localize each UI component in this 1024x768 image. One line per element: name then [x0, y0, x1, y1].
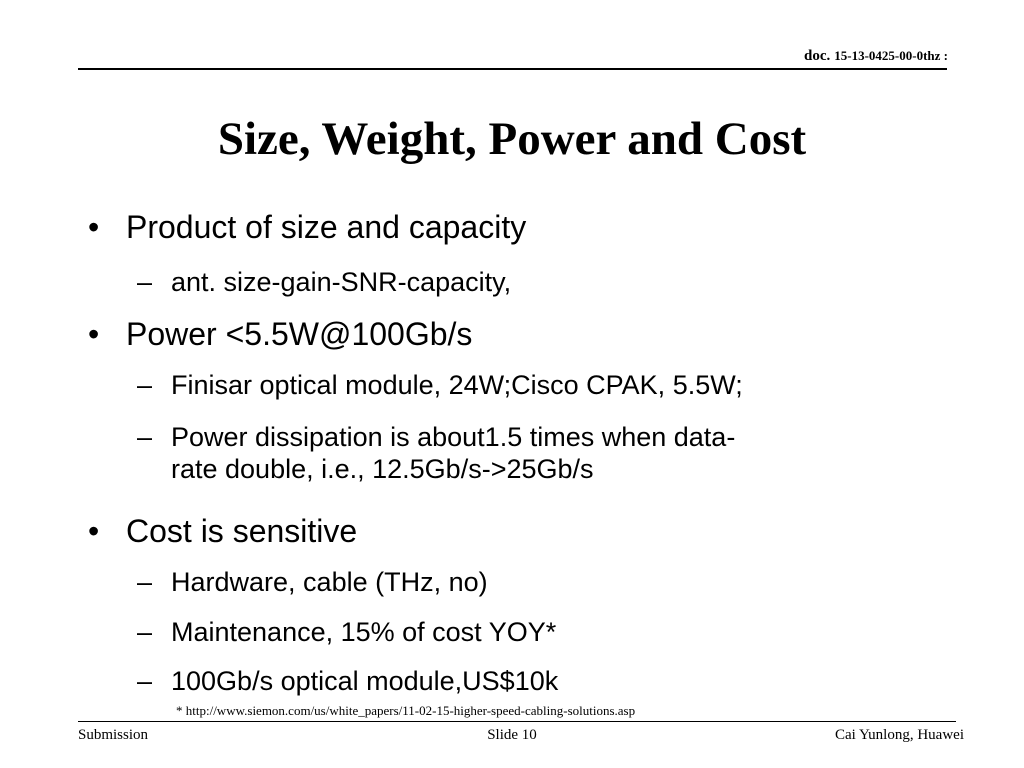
sub-bullet-line: Maintenance, 15% of cost YOY*	[171, 617, 557, 647]
bullet-text: Product of size and capacity	[126, 209, 527, 245]
sub-bullet-line: ant. size-gain-SNR-capacity,	[171, 267, 512, 297]
sub-bullet-marker: –	[137, 422, 153, 452]
sub-bullet-marker: –	[137, 617, 153, 647]
footer-divider	[78, 721, 956, 722]
document-id-number: 15-13-0425-00-0thz :	[834, 48, 948, 63]
sub-bullet-text	[171, 566, 488, 598]
footer-submission: Submission	[78, 727, 149, 743]
sub-bullet-text	[171, 616, 556, 648]
bullet-text: Power <5.5W@100Gb/s	[126, 316, 473, 352]
header-divider	[78, 68, 947, 70]
bullet-marker: •	[88, 513, 100, 549]
bullet-marker: •	[88, 209, 100, 245]
bullet-marker: •	[88, 316, 100, 352]
sub-bullet-line: rate double, i.e., 12.5Gb/s->25Gb/s	[171, 454, 594, 484]
sub-bullet-marker: –	[137, 666, 153, 696]
sub-bullet-text	[171, 421, 735, 485]
sub-bullet-marker: –	[137, 267, 153, 297]
slide-title: Size, Weight, Power and Cost	[217, 113, 807, 165]
sub-bullet-marker: –	[137, 370, 153, 400]
sub-bullet-text	[171, 266, 511, 298]
document-id	[804, 47, 948, 65]
footer-slide-number: Slide 10	[487, 727, 537, 743]
sub-bullet-line: Finisar optical module, 24W;Cisco CPAK, 5.5W;	[171, 370, 743, 400]
sub-bullet-line: Hardware, cable (THz, no)	[171, 567, 488, 597]
footer-author: Cai Yunlong, Huawei	[834, 727, 964, 743]
footnote-reference: * http://www.siemon.com/us/white_papers/11-02-15-higher-speed-cabling-solutions.asp	[176, 703, 636, 718]
bullet-text: Cost is sensitive	[126, 513, 358, 549]
document-id-prefix: doc.	[804, 48, 831, 64]
sub-bullet-marker: –	[137, 567, 153, 597]
sub-bullet-text	[171, 369, 743, 401]
sub-bullet-text	[171, 665, 558, 697]
sub-bullet-line: Power dissipation is about1.5 times when data-	[171, 422, 736, 452]
sub-bullet-line: 100Gb/s optical module,US$10k	[171, 666, 559, 696]
